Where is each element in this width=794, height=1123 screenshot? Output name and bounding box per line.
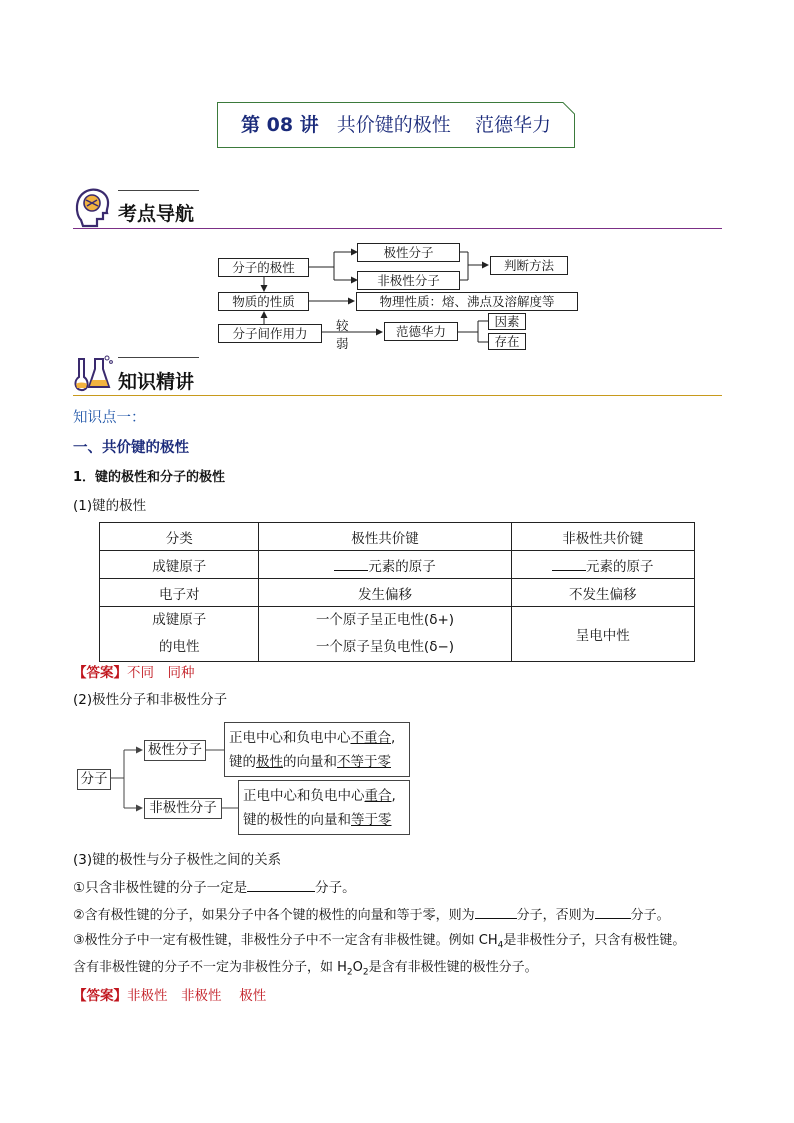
sub1-heading: 1．键的极性和分子的极性 [73,470,226,485]
table-cell: 电子对 [100,579,259,607]
item-3: ③极性分子中一定有极性键，非极性分子中不一定含有非极性键。例如 $CH_4$是非极性分子，只含有极性键。 [73,933,686,951]
polar-box: 极性分子 [144,740,206,761]
nav-mol-polarity: 分子的极性 [218,258,309,277]
answer-blank [475,904,517,919]
part1-heading: 一、共价键的极性 [73,440,189,456]
answer-text: 非极性 非极性 极性 [127,988,267,1004]
lecture-number: 第 08 讲 [241,114,319,136]
table-cell: 呈电中性 [511,607,694,662]
answer-label: 【答案】 [73,988,127,1004]
item-4: 含有非极性键的分子不一定为非极性分子，如 $H_2O_2$是含有非极性键的极性分子。 [73,960,538,978]
nav-nonpolar-mol: 非极性分子 [357,271,460,290]
table-cell: 成键原子 [100,551,259,579]
polar-desc-line1: 正电中心和负电中心不重合, [229,730,396,746]
sub1-2-heading: (2)极性分子和非极性分子 [73,692,228,708]
polar-desc-line2: 键的极性的向量和不等于零 [229,754,391,770]
nav-intermolecular-force: 分子间作用力 [218,324,322,343]
answer-text: 不同 同种 [127,665,195,681]
nav-weaker-label: 较弱 [336,318,349,351]
sub1-3-heading: (3)键的极性与分子极性之间的关系 [73,852,282,868]
table-header-cell: 极性共价键 [259,523,511,551]
table-cell: 发生偏移 [259,579,511,607]
item-2: ②含有极性键的分子，如果分子中各个键的极性的向量和等于零，则为 分子，否则为 分子。 [73,904,670,926]
table-cell-text: 元素的原子 [586,558,654,575]
table-cell-line: 成键原子 [152,612,207,628]
table-cell-line: 一个原子呈负电性(δ−) [315,639,455,655]
polar-desc-box [224,722,410,777]
section-heading-knowledge: 知识精讲 [118,371,195,393]
nav-polar-mol: 极性分子 [357,243,460,262]
nav-physical-property: 物理性质：熔、沸点及溶解度等 [356,292,578,311]
lecture-topic: 共价键的极性 [336,114,451,136]
answer-blank [595,904,631,919]
answer-2 [73,986,266,1006]
lecture-subtitle: 范德华力 [474,114,551,136]
nonpolar-desc-line1: 正电中心和负电中心重合, [243,788,396,804]
nav-property: 物质的性质 [218,292,309,311]
knowledge-point-label: 知识点一： [73,410,146,426]
table-header-cell: 非极性共价键 [511,523,694,551]
nav-factor: 因素 [488,313,526,330]
sub1-1-heading: (1)键的极性 [73,498,147,514]
table-cell-line: 的电性 [158,639,200,655]
table-cell-text: 元素的原子 [368,558,436,575]
nav-judge-method: 判断方法 [490,256,568,275]
nonpolar-desc-box [238,780,410,835]
nav-exist: 存在 [488,333,526,350]
section-heading-nav: 考点导航 [118,203,195,225]
table-cell-line: 一个原子呈正电性(δ+) [315,612,455,628]
polar-root-box: 分子 [77,769,111,790]
table-cell: 不发生偏移 [511,579,694,607]
nonpolar-box: 非极性分子 [144,798,222,819]
nonpolar-desc-line2: 键的极性的向量和等于零 [243,812,392,828]
nav-vdw-force: 范德华力 [384,322,458,341]
item-1: ①只含非极性键的分子一定是 分子。 [73,877,356,898]
answer-label: 【答案】 [73,665,127,681]
answer-blank [247,877,315,892]
table-header-cell: 分类 [100,523,259,551]
